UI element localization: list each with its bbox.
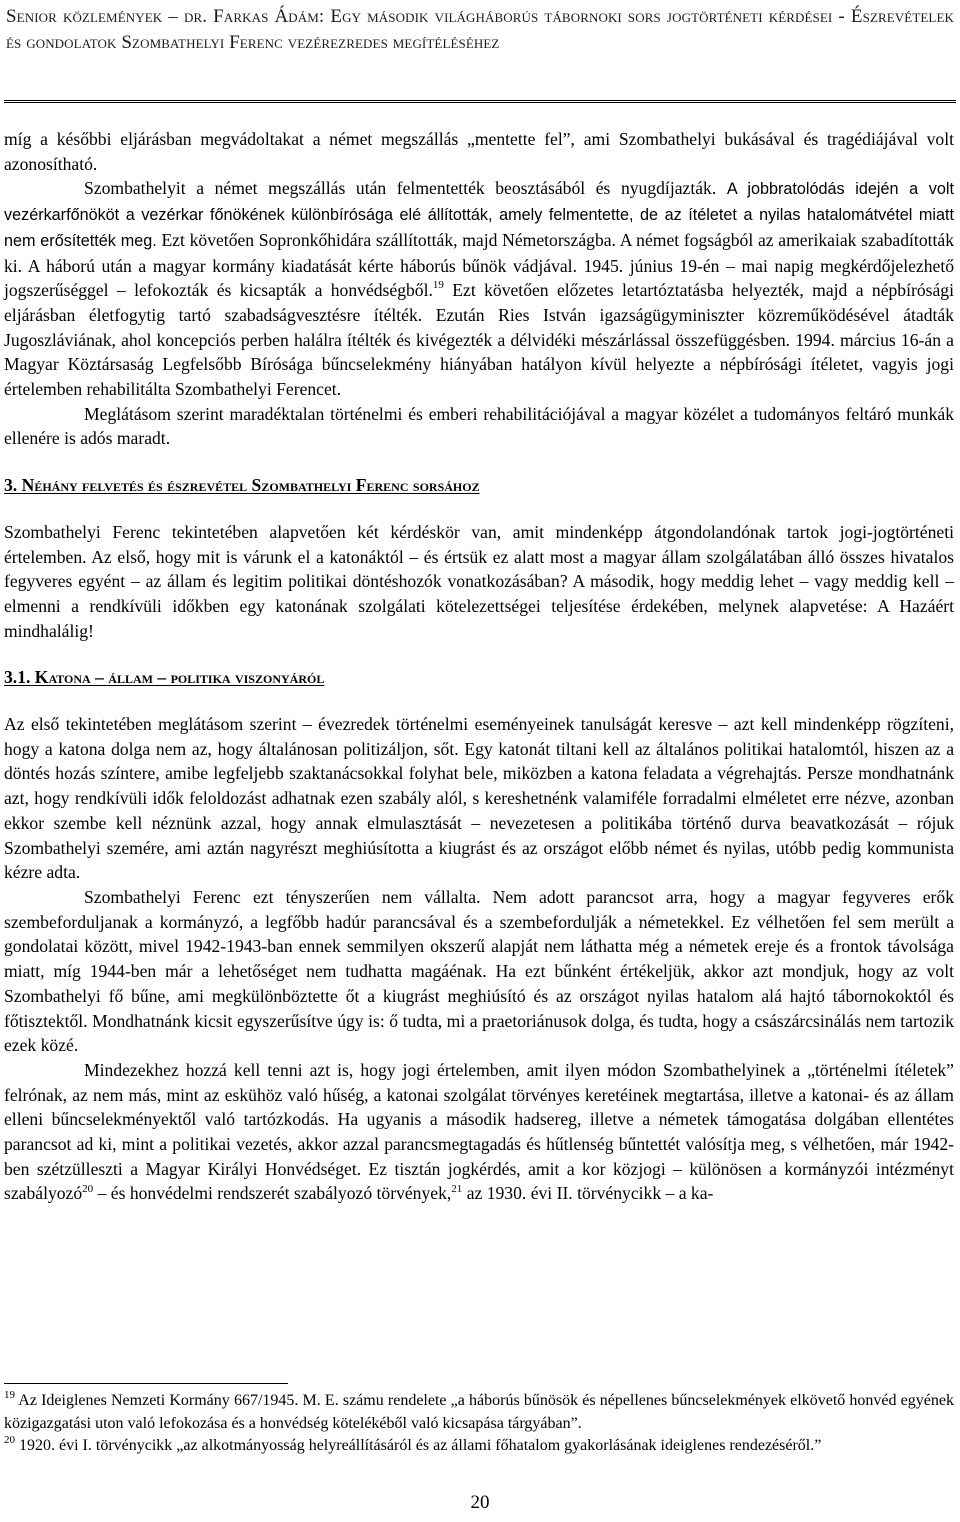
footnote-ref-19[interactable]: 19 bbox=[432, 279, 444, 292]
paragraph-text: az 1930. évi II. törvénycikk – a ka- bbox=[466, 1183, 714, 1204]
footnote-ref-20[interactable]: 20 bbox=[82, 1182, 94, 1195]
footnote-number: 20 bbox=[4, 1433, 15, 1446]
paragraph-text: Szombathelyi Ferenc ezt tényszerűen nem vállalta. Nem adott parancsot arra, hogy a magyar fegyveres erők szembeforduljanak a kormányzó, a legfőbb hadúr parancsával és a szembefordulják a németekkel. Ez vélhetően fel sem merült a gondolatai között, mivel 1942-1943-ban ennek semmilyen okszerű alapját nem láthatta még a németek ereje és a frontok távolsága miatt, míg 1944-ben már a lehetőséget nem tudhatta magáénak. Ha ezt bűnként értékeljük, akkor azt mondjuk, hogy az volt Szombathelyi fő bűne, ami megkülönböztette őt a kiugrást meghiúsító és az országot nyilas hatalom alá hajtó tábornokoktól és főtisztektől. Mondhatnánk kicsit egyszerűsítve úgy is: ő tudta, mi a praetoriánusok dolga, és tudta, hogy a császárcsinálás nem tartozik ezek közé. bbox=[4, 886, 954, 1056]
paragraph bbox=[4, 402, 954, 451]
paragraph-text: Ezt követően előzetes letartóztatásba helyezték, majd a népbírósági eljárásban életfogytig tartó szabadságvesztésre ítélték. Ezután Ries István igazságügyminiszter közreműködésével átadták Jugoszláviának, ahol koncepciós perben halálra ítélték és kivégezték a délvidéki mészárlással összefüggésben. 1994. március 16-án a Magyar Köztársaság Legfelsőbb Bírósága bűncselekmény hiányában hatályon kívül helyezte a népbírósági ítéletet, vagyis jogi értelemben rehabilitálta Szombathelyi Ferencet. bbox=[4, 280, 954, 400]
paragraph-text: Szombathelyi Ferenc tekintetében alapvetően két kérdéskör van, amit mindenképp átgondolandónak tartok jogi-jogtörténeti értelemben. Az első, hogy mit is várunk el a katonáktól – és értsük ez alatt most a magyar állam szolgálatában álló összes hivatalos fegyveres egyént – az állam és legitim politikai döntéshozók vonatkozásában? A második, hogy meddig lehet – vagy meddig kell – elmenni a rendkívüli időkben egy katonának szolgálati kötelezettségei teljesítése érdekében, melynek alapvetése: A Hazáért mindhalálig! bbox=[4, 521, 954, 641]
paragraph-text: míg a későbbi eljárásban megvádoltakat a német megszállás „mentette fel”, ami Szombathelyi bukásával és tragédiájával volt azonosítható. bbox=[4, 129, 954, 174]
footnote-19 bbox=[4, 1390, 954, 1435]
paragraph-text: Ezt követően Sopronkőhidára szállították, majd Németországba. A német fogságból az amerikaiak szabadították ki. A háború után a magyar kormány kiadatását kérte háborús bűnök vádjával. 1945. június 19-én – mai napig megkérdőjelezhető jogszerűséggel – lefokozták és kicsapták a honvédségből. bbox=[4, 229, 954, 301]
section-title: Néhány felvetés és észrevétel Szombathelyi Ferenc sorsához bbox=[21, 475, 480, 496]
header-rule bbox=[4, 100, 956, 103]
paragraph-text: – és honvédelmi rendszerét szabályozó törvények, bbox=[97, 1183, 452, 1204]
paragraph-text: Meglátásom szerint maradéktalan történelmi és emberi rehabilitációjával a magyar közélet a tudományos feltáró munkák ellenére is adós maradt. bbox=[4, 403, 954, 449]
paragraph bbox=[4, 520, 954, 644]
footnote-ref-21[interactable]: 21 bbox=[451, 1182, 463, 1195]
spacer bbox=[4, 690, 954, 712]
paragraph bbox=[4, 712, 954, 885]
paragraph-text: Mindezekhez hozzá kell tenni azt is, hogy jogi értelemben, amit ilyen módon Szombathelyinek a „történelmi ítéletek” felrónak, az nem más, mint az eskühöz való hűség, a katonai szolgálat törvényes keretéinek megtartása, illetve a katonai- és az állam elleni bűncselekményektől való tartózkodás. Ha ugyanis a második hadsereg, illetve a németek támogatása dolgában ellentétes parancsot ad ki, mint a politikai vezetés, akkor azzal parancsmegtagadás és hűtlenség bűntettét valósítja meg, s vélhetően, már 1942-ben szétzülleszti a Magyar Királyi Honvédséget. Ez tisztán jogkérdés, amit a kor közjogi – különösen a kormányzói intézményt szabályozó bbox=[4, 1059, 954, 1204]
paragraph-text-sans: A jobbratolódás idején a volt vezérkarfőnököt a vezérkar főnökének különbírósága elé állították, amely felmentette, de az ítéletet a nyilas hatalomátvétel miatt nem erősítették meg. bbox=[4, 180, 954, 250]
spacer bbox=[4, 498, 954, 520]
footnote-20 bbox=[4, 1435, 954, 1458]
footnote-text: 1920. évi I. törvénycikk „az alkotmányosság helyreállításáról és az állami főhatalom gyakorlásának ideiglenes rendezéséről.” bbox=[19, 1437, 822, 1454]
paragraph bbox=[4, 176, 954, 401]
paragraph bbox=[4, 127, 954, 176]
section-number: 3.1. bbox=[4, 667, 31, 688]
footnote-number: 19 bbox=[4, 1388, 15, 1401]
section-number: 3. bbox=[4, 475, 18, 496]
running-header: Senior közlemények – dr. Farkas Ádám: Egy második világháborús tábornoki sors jogtörténeti kérdései - Észrevételek és gondolatok Szombathelyi Ferenc vezérezredes megítéléséhez bbox=[6, 6, 954, 53]
section-title: Katona – állam – politika viszonyáról bbox=[34, 667, 325, 688]
paragraph-text: Szombathelyit a német megszállás után felmentették beosztásából és nyugdíjazták. bbox=[84, 178, 717, 199]
page-number: 20 bbox=[470, 1492, 490, 1513]
paragraph bbox=[4, 1058, 954, 1206]
footnote-text: Az Ideiglenes Nemzeti Kormány 667/1945. M. E. számu rendelete „a háborús bűnösök és népellenes bűncselekmények elkövető honvéd egyének közigazgatási uton való lefokozása és a honvédség kötelékéből való kicsapása tárgyában”. bbox=[4, 1392, 954, 1432]
footnotes bbox=[4, 1390, 954, 1458]
section-heading-3-1 bbox=[4, 665, 954, 690]
footnote-rule bbox=[4, 1383, 288, 1384]
paragraph-text: Az első tekintetében meglátásom szerint – évezredek történelmi eseményeinek tanulságát keresve – azt kell mindenképp rögzíteni, hogy a katona dolga nem az, hogy általánosan politizáljon, sőt. Egy katonát tiltani kell az általános politikai hatalomtól, hiszen az a döntés hozás színtere, amibe legfeljebb szaktanácsokkal folyhat bele, miközben a katona feladata a végrehajtás. Persze mondhatnánk azt, hogy rendkívüli idők feloldozást adhatnak ezen szabály alól, s kereshetnénk valamiféle forradalmi elméletet erre nézve, azonban ekkor szembe kell néznünk azzal, hogy annak elmulasztását – nevezetesen a politikába történő durva beavatkozását – rójuk Szombathelyi szemére, ami aztán nagyrészt meghiúsította a kiugrást és az országot előbb német és nyilas, utóbb pedig kommunista kézre adta. bbox=[4, 714, 954, 883]
body-text bbox=[4, 127, 954, 1206]
section-heading-3 bbox=[4, 473, 954, 498]
paragraph bbox=[4, 885, 954, 1058]
